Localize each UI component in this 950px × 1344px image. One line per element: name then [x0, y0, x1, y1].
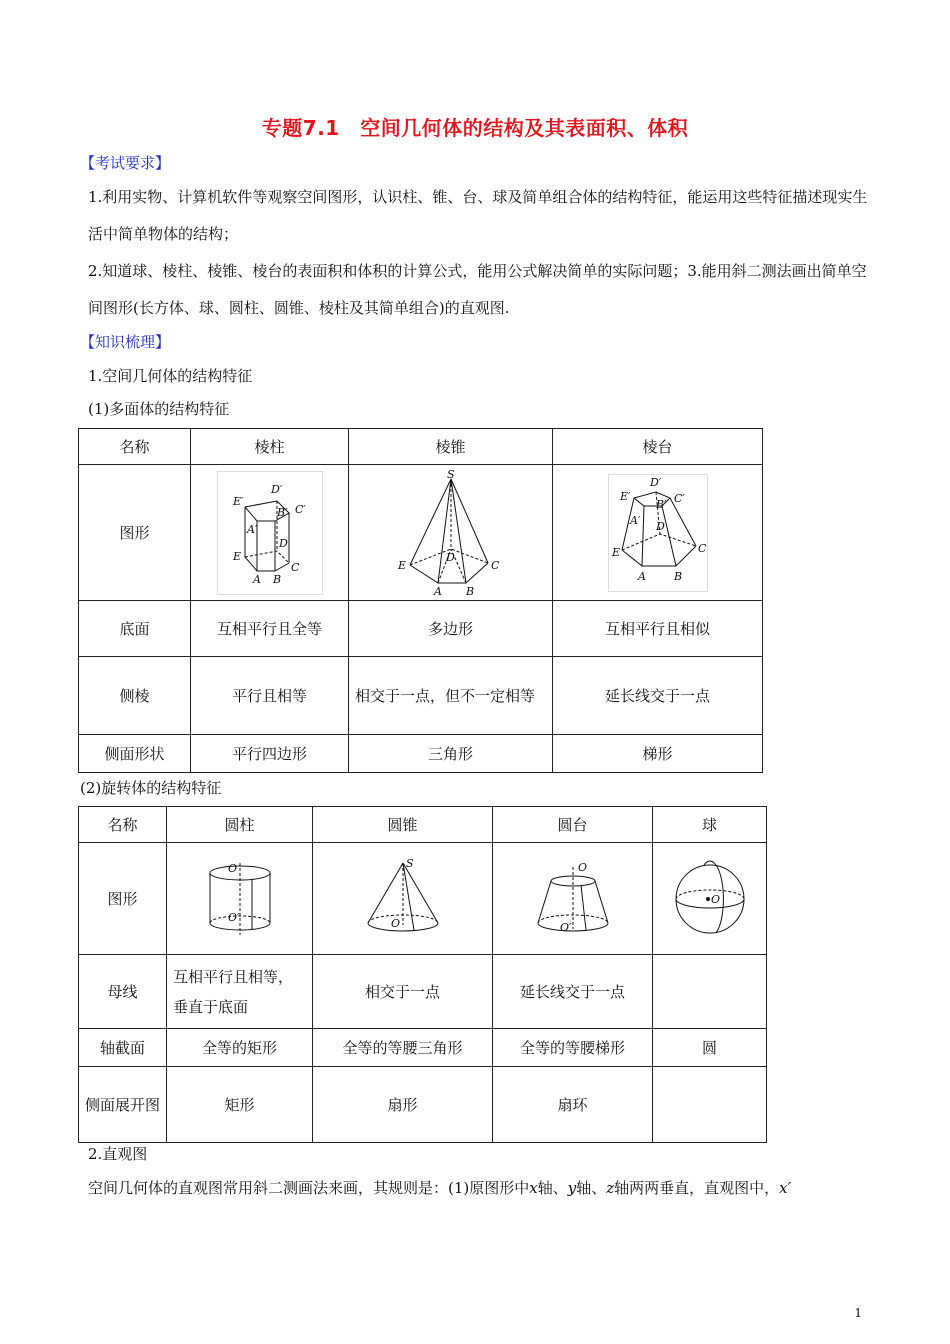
text-run: 轴、 — [576, 1179, 607, 1197]
axis-x: x — [529, 1179, 538, 1197]
label-D: D — [278, 536, 288, 550]
text-run: 轴两两垂直，直观图中， — [614, 1179, 780, 1197]
label-O: O — [577, 860, 587, 874]
table-row — [79, 1029, 767, 1067]
table-cell: 互相平行且相似 — [553, 601, 763, 657]
frustum-figure — [608, 474, 708, 592]
row-label: 轴截面 — [79, 1029, 167, 1067]
label-B: B — [272, 572, 281, 586]
prism-figure-cell — [191, 465, 349, 601]
sphere-figure-cell — [653, 843, 767, 955]
sphere-figure — [670, 857, 750, 941]
text-run: 轴、 — [537, 1179, 568, 1197]
axis-x-prime: x′ — [779, 1179, 792, 1197]
table-cell: 矩形 — [167, 1067, 313, 1143]
page-title: 专题7.1 空间几何体的结构及其表面积、体积 — [261, 116, 689, 140]
header-cell: 棱台 — [553, 429, 763, 465]
exam-requirement-2: 2.知道球、棱柱、棱锥、棱台的表面积和体积的计算公式，能用公式解决简单的实际问题；3.能用斜二测法画出简单空间图形(长方体、球、圆柱、圆锥、棱柱及其简单组合)的直观图. — [88, 262, 867, 317]
label-D1: D′ — [649, 475, 661, 489]
text-run: 空间几何体的直观图常用斜二测画法来画，其规则是：(1)原图形中 — [88, 1179, 530, 1197]
label-O1: O′ — [227, 910, 240, 924]
label-E: E — [397, 558, 406, 572]
label-B: B — [673, 569, 682, 583]
label-O1: O′ — [559, 920, 572, 934]
row-label: 侧棱 — [79, 657, 191, 735]
polyhedra-table — [78, 428, 763, 773]
header-cell: 圆台 — [493, 807, 653, 843]
subsection-polyhedra: (1)多面体的结构特征 — [88, 400, 230, 418]
axis-z: z — [606, 1179, 615, 1197]
header-cell: 圆柱 — [167, 807, 313, 843]
table-cell: 三角形 — [349, 735, 553, 773]
header-cell: 球 — [653, 807, 767, 843]
label-B: B — [465, 584, 474, 597]
label-E1: E′ — [232, 494, 244, 508]
label-A1: A′ — [246, 522, 257, 536]
label-E1: E′ — [619, 489, 631, 503]
pyramid-figure — [396, 469, 506, 597]
truncated-cone-figure-cell — [493, 843, 653, 955]
label-S: S — [446, 468, 455, 481]
table-header-row — [79, 807, 767, 843]
label-C: C — [697, 541, 706, 555]
subsection-rotation-bodies: (2)旋转体的结构特征 — [80, 779, 222, 797]
table-cell: 延长线交于一点 — [553, 657, 763, 735]
rotation-bodies-table — [78, 806, 767, 1143]
table-cell: 扇形 — [313, 1067, 493, 1143]
section-2-text — [88, 1177, 791, 1198]
table-cell: 圆 — [653, 1029, 767, 1067]
table-cell: 相交于一点 — [313, 955, 493, 1029]
table-row-figures — [79, 843, 767, 955]
table-cell: 平行且相等 — [191, 657, 349, 735]
label-D1: D′ — [270, 482, 282, 496]
row-label: 图形 — [79, 843, 167, 955]
table-cell: 全等的矩形 — [167, 1029, 313, 1067]
knowledge-heading: 【知识梳理】 — [80, 333, 171, 351]
label-D: D — [655, 519, 665, 533]
table-cell: 扇环 — [493, 1067, 653, 1143]
label-C: C — [490, 558, 499, 572]
row-label: 底面 — [79, 601, 191, 657]
header-cell: 棱柱 — [191, 429, 349, 465]
pyramid-figure-cell — [349, 465, 553, 601]
label-A1: A′ — [629, 513, 640, 527]
table-row — [79, 601, 763, 657]
page-number: 1 — [854, 1306, 862, 1320]
exam-requirement-1: 1.利用实物、计算机软件等观察空间图形，认识柱、锥、台、球及简单组合体的结构特征，能运用这些特征描述现实生活中简单物体的结构； — [88, 188, 868, 243]
table-cell: 相交于一点，但不一定相等 — [349, 657, 553, 735]
table-cell: 全等的等腰梯形 — [493, 1029, 653, 1067]
cylinder-figure — [200, 857, 280, 941]
header-cell: 名称 — [79, 429, 191, 465]
truncated-cone-figure — [528, 857, 618, 941]
table-row — [79, 735, 763, 773]
label-C1: C′ — [673, 491, 685, 505]
table-cell: 全等的等腰三角形 — [313, 1029, 493, 1067]
label-O: O — [390, 916, 400, 930]
table-header-row — [79, 429, 763, 465]
frustum-figure-cell — [553, 465, 763, 601]
table-cell: 互相平行且相等，垂直于底面 — [167, 955, 313, 1029]
row-label: 侧面展开图 — [79, 1067, 167, 1143]
exam-requirements-heading: 【考试要求】 — [80, 154, 171, 172]
table-cell — [653, 955, 767, 1029]
row-label: 侧面形状 — [79, 735, 191, 773]
label-A: A — [252, 572, 261, 586]
label-E: E — [232, 549, 241, 563]
label-S: S — [405, 856, 414, 870]
label-B1: B′ — [276, 505, 288, 519]
table-cell: 多边形 — [349, 601, 553, 657]
table-row — [79, 1067, 767, 1143]
table-row-figures — [79, 465, 763, 601]
label-D: D — [445, 550, 455, 564]
row-label: 图形 — [79, 465, 191, 601]
label-A: A — [433, 584, 442, 597]
cone-figure-cell — [313, 843, 493, 955]
label-O: O — [227, 861, 237, 875]
label-O: O — [710, 892, 720, 906]
axis-y: y — [567, 1179, 577, 1197]
row-label: 母线 — [79, 955, 167, 1029]
label-B1: B′ — [655, 497, 667, 511]
cylinder-figure-cell — [167, 843, 313, 955]
table-cell: 梯形 — [553, 735, 763, 773]
table-row — [79, 657, 763, 735]
label-C1: C′ — [294, 502, 306, 516]
table-cell: 互相平行且全等 — [191, 601, 349, 657]
prism-figure — [217, 471, 323, 595]
section-2-heading: 2.直观图 — [88, 1145, 148, 1163]
header-cell: 圆锥 — [313, 807, 493, 843]
label-C: C — [290, 560, 299, 574]
table-row — [79, 955, 767, 1029]
header-cell: 名称 — [79, 807, 167, 843]
section-1-heading: 1.空间几何体的结构特征 — [88, 367, 253, 385]
label-E: E — [611, 545, 620, 559]
header-cell: 棱锥 — [349, 429, 553, 465]
label-A: A — [637, 569, 646, 583]
table-cell: 延长线交于一点 — [493, 955, 653, 1029]
table-cell — [653, 1067, 767, 1143]
table-cell: 平行四边形 — [191, 735, 349, 773]
cone-figure — [358, 857, 448, 941]
